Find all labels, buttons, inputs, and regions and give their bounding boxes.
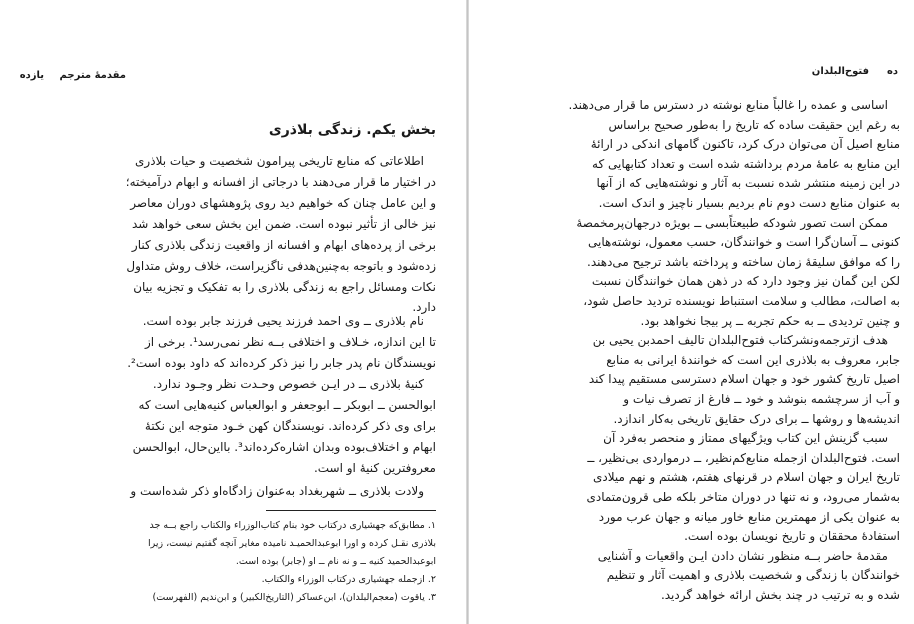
body-line: زده‌شود و باتوجه به‌چنین‌هدفی ناگزیراست، خلاف روش متداول — [126, 259, 436, 273]
body-line: نیز خالی از تأثیر نبوده است. ضمن این بخش سعی خواهد شد — [132, 217, 436, 231]
body-line: لکن این گمان نیز وجود دارد که در ذهن همان خوانندگان نسبت — [591, 274, 900, 288]
body-line: و چنین تردیدی ــ به حکم تجربه ــ پر بیجا نخواهد بود. — [640, 314, 900, 328]
body-line: به عنوان یکی از مهمترین منابع خاور میانه و جهان عرب مورد — [598, 510, 900, 524]
body-line: سبب گزینش این کتاب ویژگیهای ممتاز و منحصر به‌فرد آن — [603, 431, 888, 445]
body-line: به‌شمار می‌رود، و نه تنها در دوران متاخر بلکه طی قرون‌متمادی — [586, 490, 900, 504]
body-line: تاریخ ایران و جهان اسلام در قرنهای هفتم، هشتم و نهم میلادی — [592, 470, 900, 484]
body-line: این منابع به عامهٔ مردم برداشته شده است و تعداد کتابهایی که — [592, 157, 900, 171]
body-line: به عنوان منابع دست دوم نام بردیم بسیار ناچیز و اندک است. — [598, 196, 900, 210]
body-line: برای وی ذکر کرده‌اند. نویسندگان کهن خـود متوجه این نکتهٔ — [144, 419, 436, 433]
body-line: ابهام و اختلاف‌بوده وبدان اشاره‌کرده‌اند³. بااین‌حال، ابوالحسن — [132, 440, 436, 454]
footnote-line: بلاذری نقـل کرده و اورا ابوعبدالحمیـد نامیده مغایر آنچه گفتیم نیست، زیرا — [147, 538, 436, 549]
body-line: در این زمینه منتشر شده نسبت به آثار و نوشته‌هایی که از آنها — [596, 176, 900, 190]
left-running-header-title: مقدمهٔ مترجم — [59, 70, 126, 81]
body-line: به رغم این حقیقت ساده که تاریخ را به‌طور صحیح براساس — [608, 118, 900, 132]
body-line: برخی از پرده‌های ابهام و افسانه از واقعیت زندگی بلاذری کنار — [131, 238, 436, 252]
body-line: کنیهٔ بلاذری ــ در ایـن خصوص وحـدت نظر وجـود ندارد. — [152, 377, 424, 391]
body-line: هدف ازترجمه‌ونشرکتاب فتوح‌البلدان تالیف احمدبن یحیی بن — [592, 333, 888, 347]
body-line: در اختیار ما قرار می‌دهند با درجاتی از افسانه و ابهام درآمیخته؛ — [125, 175, 436, 189]
body-line: استفادهٔ محققان و تاریخ نویسان بوده است. — [684, 529, 900, 543]
body-line: جابر، معروف به بلاذری این است که خوانندهٔ ایرانی به منابع — [606, 353, 900, 367]
body-line: مقدمهٔ حاضر بــه منظور نشان دادن ایـن واقعیات و آشنایی — [597, 549, 888, 563]
body-line: ولادت بلاذری ــ شهربغداد به‌عنوان زادگاه‌او ذکر شده‌است و — [130, 484, 424, 498]
body-line: اصیل تاریخ کشور خود و جهان اسلام دسترسی مستقیم پیدا کند — [588, 372, 900, 386]
footnote-line: ۱. مطابق‌که جهشیاری درکتاب خود بنام کتاب‌الوزراء والکتاب راجع بــه جد — [149, 520, 436, 531]
body-line: ابوالحسن ــ ابوبکر ــ ابوجعفر و ابوالعباس کنیه‌هایی است که — [138, 398, 436, 412]
body-line: معروفترین کنیهٔ او است. — [313, 461, 436, 475]
footnote-line: ۲. ازجمله جهشیاری درکتاب الوزراء والکتاب. — [261, 574, 436, 585]
body-line: اطلاعاتی که منابع تاریخی پیرامون شخصیت و حیات بلاذری — [135, 154, 424, 168]
body-line: ممکن است تصور شودکه طبیعتاً‌بسی ــ بویژه درجهان‌پرمخمصهٔ — [576, 216, 888, 230]
right-running-header-title: فتوح‌البلدان — [811, 66, 869, 77]
body-line: نویسندگان نام پدر جابر را نیز ذکر کرده‌اند که داود بوده است². — [127, 356, 436, 370]
right-page-number: ده — [886, 66, 898, 77]
body-line: تا این اندازه، خـلاف و اختلافی بــه نظر نمی‌رسد¹. برخی از — [145, 335, 436, 349]
body-line: نکات ومسائل راجع به زندگی بلاذری را به تفکیک و تجزیه بیان — [133, 280, 436, 294]
body-line: و این عامل چنان که خواهیم دید روی پژوهشهای دوران معاصر — [130, 196, 436, 210]
footnote-rule — [266, 510, 436, 511]
body-line: اندیشه‌ها و روشها ــ برای درک حقایق تاریخی به‌کار اندازد. — [613, 412, 900, 426]
body-line: به اصالت، مطالب و سلامت استنباط نویسنده تردید حاصل شود، — [583, 294, 900, 308]
body-line: کنونی ــ آسان‌گرا است و خوانندگان، حسب معمول، نوشته‌هایی — [587, 235, 900, 249]
body-line: خوانندگان با زندگی و شخصیت بلاذری و اهمیت آثار و تنظیم — [606, 568, 900, 582]
right-page — [469, 0, 914, 624]
body-line: شده و به ترتیب در چند بخش ارائه خواهد گردید. — [660, 588, 900, 602]
footnote-line: ۳. یاقوت (معجم‌البلدان)، ابن‌عساکر (التاریخ‌الکبیر) و ابن‌ندیم (الفهرست) — [152, 592, 436, 603]
section-title: بخش یکم. زندگی بلاذری — [268, 122, 436, 138]
body-line: نام بلاذری ــ وی احمد فرزند یحیی فرزند جابر بوده است. — [142, 314, 424, 328]
body-line: منابع اصیل آن می‌توان درک کرد، تاکنون گامهای اندکی در ارائهٔ — [590, 137, 900, 151]
footnote-line: ابوعبدالحمید کنیه ــ و نه نام ــ او (جابر) بوده است. — [235, 556, 436, 567]
left-page-number: یازده — [19, 70, 44, 81]
body-line: و آب از سرچشمه بنوشد و خود ــ فارغ از تصرف نیات و — [623, 392, 900, 406]
body-line: است. فتوح‌البلدان ازجمله منابع‌کم‌نظیر، ــ درمواردی بی‌نظیر، ــ — [587, 451, 900, 465]
body-line: را که موافق سلیقهٔ زمان ساخته و پرداخته باشد ترجیح می‌دهند. — [587, 255, 900, 269]
body-line: دارد. — [412, 300, 436, 314]
body-line: اساسی و عمده را غالباً منابع نوشته در دسترس ما قرار می‌دهند. — [568, 98, 888, 112]
